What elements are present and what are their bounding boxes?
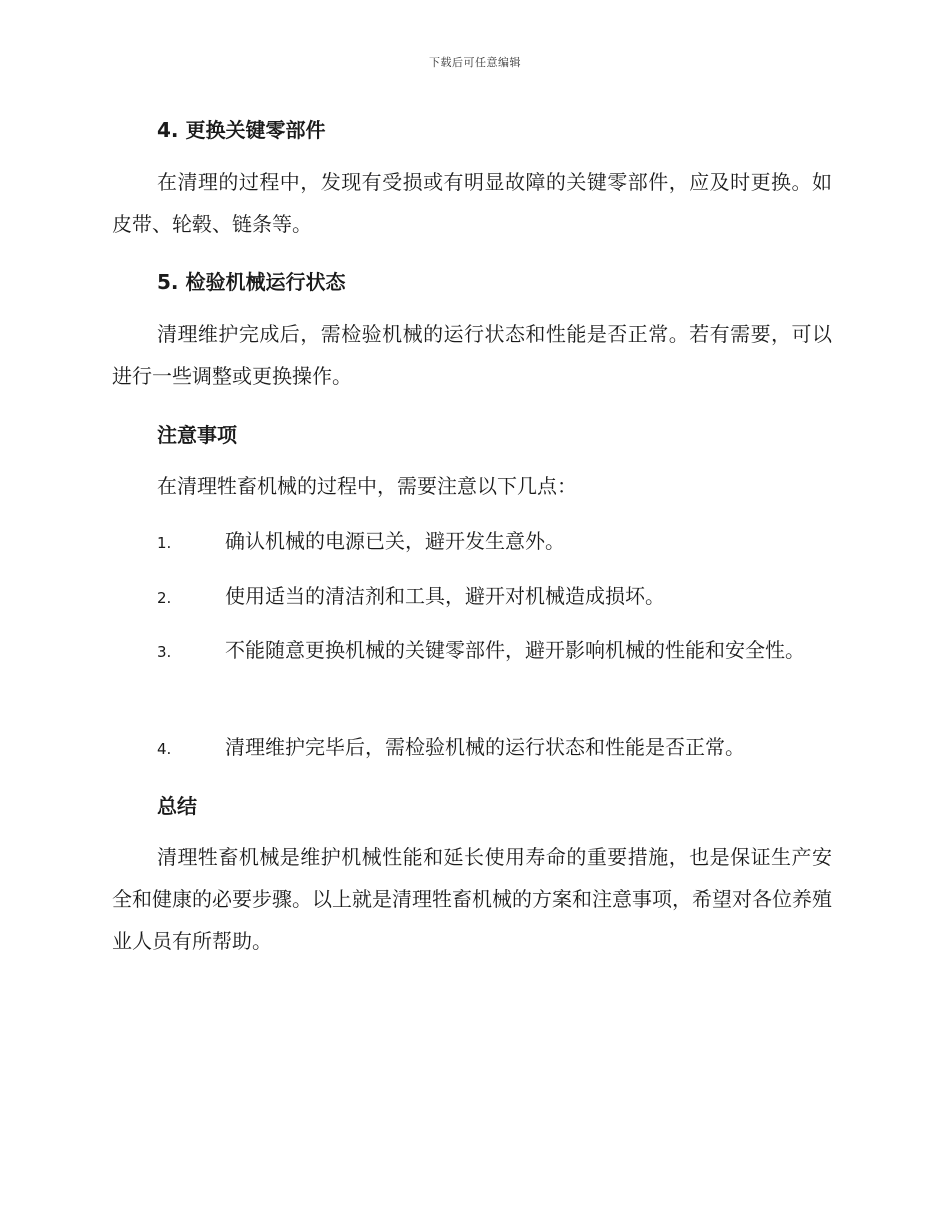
notes-heading: 注意事项 — [157, 423, 237, 447]
list-item-number: 2. — [157, 589, 172, 607]
list-item — [112, 629, 832, 673]
section-paragraph-inspect-machine: 清理维护完成后，需检验机械的运行状态和性能是否正常。若有需要，可以进行一些调整或更换操作。 — [112, 322, 832, 388]
list-item-text: 清理维护完毕后，需检验机械的运行状态和性能是否正常。 — [225, 735, 745, 759]
summary-paragraph: 清理牲畜机械是维护机械性能和延长使用寿命的重要措施，也是保证生产安全和健康的必要步骤。以上就是清理牲畜机械的方案和注意事项，希望对各位养殖业人员有所帮助。 — [112, 845, 832, 953]
list-item — [112, 726, 832, 770]
list-item — [112, 520, 832, 564]
section-heading-inspect-machine: 5. 检验机械运行状态 — [157, 270, 346, 294]
notes-intro: 在清理牲畜机械的过程中，需要注意以下几点： — [157, 474, 577, 498]
page-header: 下载后可任意编辑 — [429, 56, 521, 69]
list-item-number: 4. — [157, 740, 172, 758]
list-item-number: 3. — [157, 643, 172, 661]
list-item-number: 1. — [157, 534, 172, 552]
section-heading-replace-parts: 4. 更换关键零部件 — [157, 118, 326, 142]
list-item-text: 使用适当的清洁剂和工具，避开对机械造成损坏。 — [225, 584, 665, 608]
list-item-text: 不能随意更换机械的关键零部件，避开影响机械的性能和安全性。 — [225, 638, 805, 662]
section-paragraph-replace-parts: 在清理的过程中，发现有受损或有明显故障的关键零部件，应及时更换。如皮带、轮毂、链条等。 — [112, 170, 832, 236]
list-item-text: 确认机械的电源已关，避开发生意外。 — [225, 529, 565, 553]
summary-heading: 总结 — [157, 794, 197, 818]
list-item — [112, 575, 832, 619]
